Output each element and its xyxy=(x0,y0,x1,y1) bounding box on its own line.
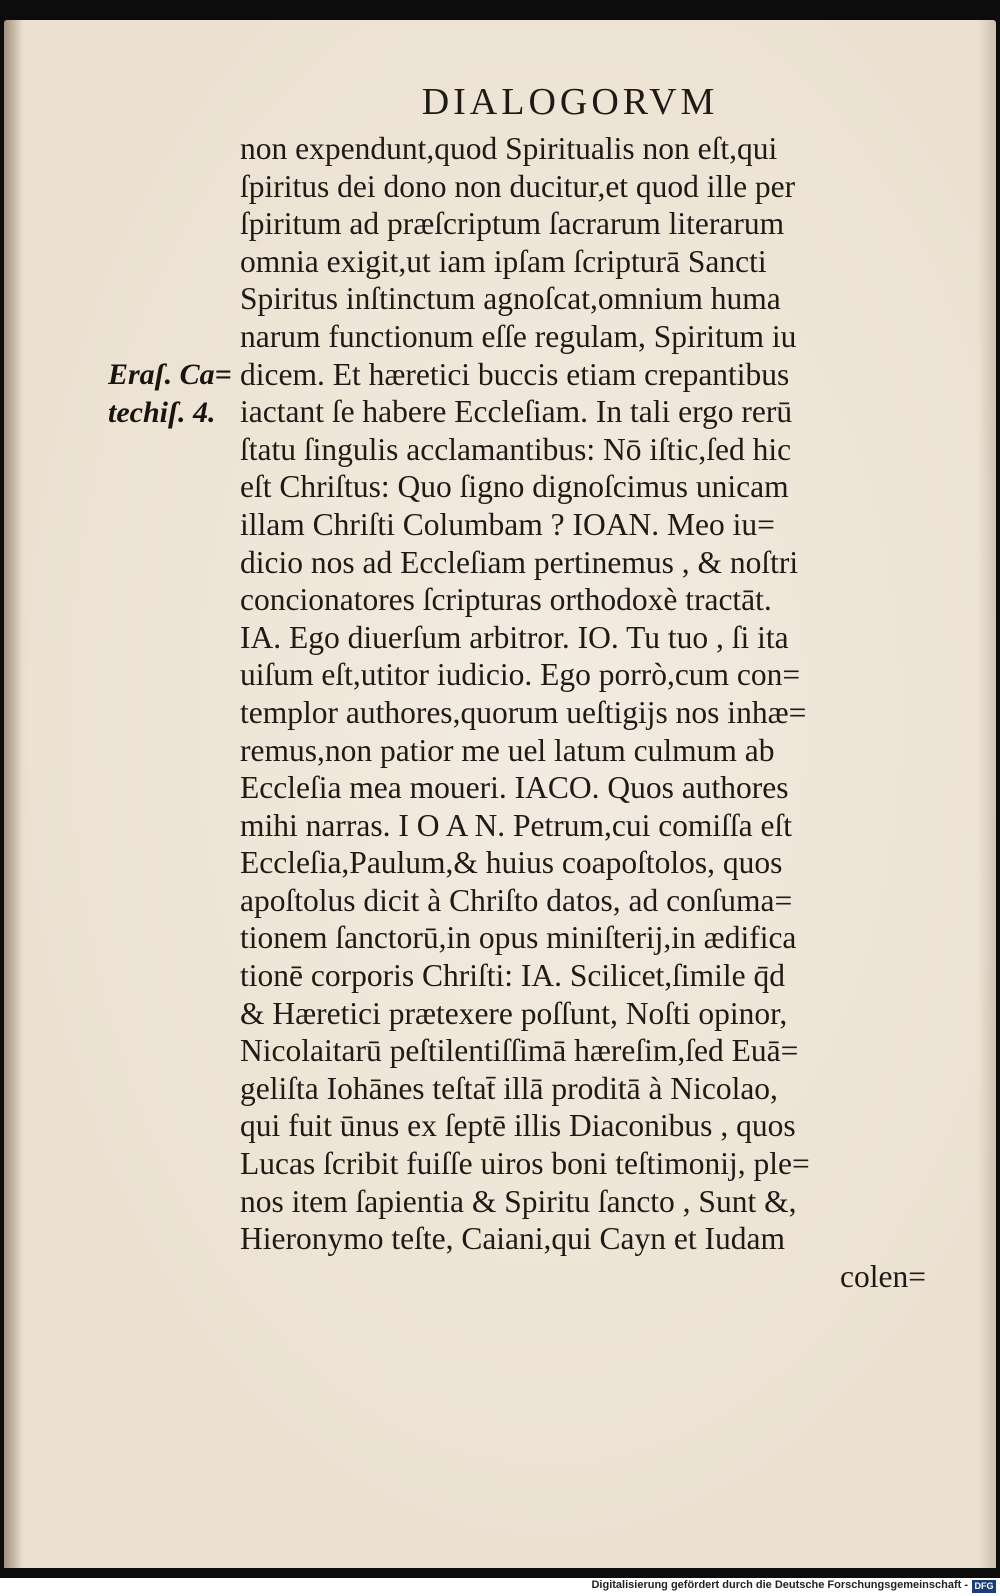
text-line: Lucas ſcribit fuiſſe uiros boni teſtimonij, ple= xyxy=(240,1146,810,1182)
spine-shadow xyxy=(4,20,22,1568)
text-line: qui fuit ūnus ex ſeptē illis Diaconibus , quos xyxy=(240,1108,796,1144)
text-line: & Hæretici prætexere poſſunt, Noſti opinor, xyxy=(240,995,788,1031)
text-line: dicem. Et hæretici buccis etiam crepantibus xyxy=(240,356,790,392)
text-line: geliſta Iohānes teſtat̄ illā proditā à Nicolao, xyxy=(240,1070,778,1106)
text-line: remus,non patior me uel latum culmum ab xyxy=(240,732,775,768)
margin-note-line: techiſ. 4. xyxy=(108,395,216,429)
text-line: IA. Ego diuerſum arbitror. IO. Tu tuo , ſi ita xyxy=(240,619,789,655)
text-line: nos item ſapientia & Spiritu ſancto , Sunt &, xyxy=(240,1183,797,1219)
margin-note-line: Eraſ. Ca= xyxy=(108,358,232,391)
text-line: eſt Chriſtus: Quo ſigno dignoſcimus unicam xyxy=(240,469,789,505)
catchword: colen= xyxy=(840,1258,926,1294)
text-line: apoſtolus dicit à Chriſto datos, ad conſuma= xyxy=(240,882,793,918)
text-line: Eccleſia,Paulum,& huius coapoſtolos, quos xyxy=(240,845,783,881)
text-line: non expendunt,quod Spiritualis non eſt,qui xyxy=(240,131,778,166)
text-line: Hieronymo teſte, Caiani,qui Cayn et Iudam xyxy=(240,1221,785,1257)
text-line: iactant ſe habere Eccleſiam. In tali ergo rerū xyxy=(240,394,793,430)
body-text xyxy=(240,130,926,1295)
text-line: concionatores ſcripturas orthodoxè tractāt. xyxy=(240,582,772,618)
text-line: ſpiritus dei dono non ducitur,et quod ille per xyxy=(240,168,796,204)
text-line: ſtatu ſingulis acclamantibus: Nō iſtic,ſed hic xyxy=(240,431,792,467)
text-line: omnia exigit,ut iam ipſam ſcripturā Sancti xyxy=(240,243,767,279)
text-line: Spiritus inſtinctum agnoſcat,omnium huma xyxy=(240,281,781,317)
text-line: Nicolaitarū peſtilentiſſimā hæreſim,ſed Euā= xyxy=(240,1033,799,1069)
text-line: ſpiritum ad præſcriptum ſacrarum literarum xyxy=(240,206,785,242)
dfg-logo: DFG xyxy=(972,1580,996,1593)
text-line: uiſum eſt,utitor iudicio. Ego porrò,cum con= xyxy=(240,657,801,693)
text-line: templor authores,quorum ueſtigijs nos inhæ= xyxy=(240,694,807,730)
text-line: tionē corporis Chriſti: IA. Scilicet,ſimile q̄d xyxy=(240,958,786,994)
funding-credit: Digitalisierung gefördert durch die Deutsche Forschungsgemeinschaft - xyxy=(591,1579,968,1591)
text-line: illam Chriſti Columbam ? IOAN. Meo iu= xyxy=(240,506,775,542)
text-line: mihi narras. I O A N. Petrum,cui comiſſa eſt xyxy=(240,807,793,843)
margin-note xyxy=(108,356,238,431)
text-line: Eccleſia mea moueri. IACO. Quos authores xyxy=(240,770,789,806)
running-header: DIALOGORVM xyxy=(421,81,719,123)
text-line: dicio nos ad Eccleſiam pertinemus , & noſtri xyxy=(240,544,799,580)
text-line: narum functionum eſſe regulam, Spiritum iu xyxy=(240,318,797,354)
text-line: tionem ſanctorū,in opus miniſterij,in ædifica xyxy=(240,920,797,956)
